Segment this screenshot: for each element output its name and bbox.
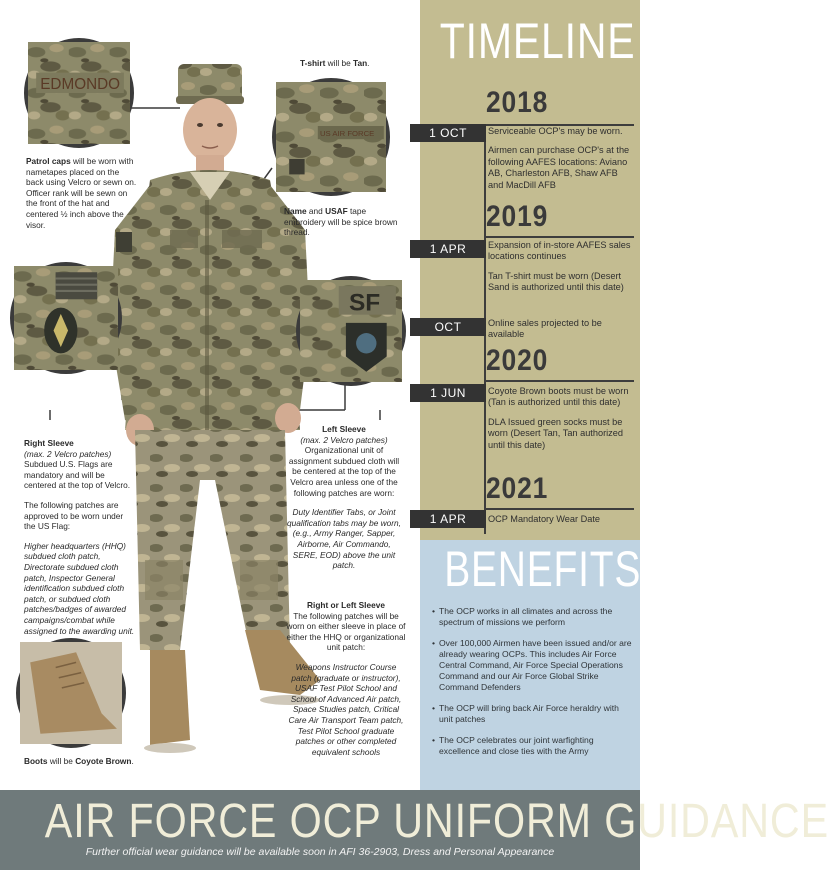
benefit-item: • The OCP will bring back Air Force heraldry with unit patches — [432, 703, 632, 725]
either-sleeve-p1: The following patches will be worn on either sleeve in place of either the HHQ or organizational unit patch: — [286, 610, 406, 653]
left-sleeve-p2: Duty Identifier Tabs, or Joint qualification tabs may be worn, (e.g., Army Ranger, Sapper, Airborne, Air Commando, SERE, EOD) above the unit patch. — [287, 507, 401, 571]
timeline-divider — [484, 236, 634, 238]
benefits-panel — [420, 540, 640, 790]
timeline-entry-text: OCP Mandatory Wear Date — [488, 514, 600, 524]
left-sleeve-title: Left Sleeve — [322, 424, 366, 434]
uniform-illustration-area — [0, 0, 420, 790]
page-title: AIR FORCE OCP UNIFORM GUIDANCE — [44, 795, 829, 848]
timeline-entry — [488, 386, 634, 459]
benefit-item: • Over 100,000 Airmen have been issued and/or are already wearing OCPs. This includes Air Force Central Command, Air Force Special Operations Command and our Air Force Global Strike Command Defenders — [432, 638, 632, 693]
patrol-caps-text: will be worn with nametapes placed on the back using Velcro or sewn on. Officer rank will be sewn on the front of the hat and centered ½ inch above the visor. — [26, 156, 137, 230]
sf-tab-text: SF — [348, 289, 381, 317]
left-sleeve-note — [284, 424, 404, 580]
usaf-tape-text: US AIR FORCE — [320, 128, 375, 138]
left-sleeve-callout — [296, 276, 406, 386]
timeline-year-2021: 2021 — [486, 472, 549, 505]
tshirt-value: Tan — [353, 58, 368, 68]
benefits-title: BENEFITS — [444, 541, 642, 597]
boots-callout — [16, 638, 126, 748]
either-sleeve-title: Right or Left Sleeve — [307, 600, 385, 610]
usaf-label: USAF — [325, 206, 348, 216]
either-sleeve-note — [286, 600, 406, 766]
benefits-list — [432, 606, 632, 767]
boots-suffix: . — [131, 756, 134, 766]
right-sleeve-title: Right Sleeve — [24, 438, 74, 448]
benefit-item: • The OCP works in all climates and across the spectrum of missions we perform — [432, 606, 632, 628]
name-label: Name — [284, 206, 307, 216]
patrol-cap-callout — [24, 38, 134, 148]
timeline-year-2018: 2018 — [486, 86, 549, 119]
boots-label: Boots — [24, 756, 48, 766]
name-mid: and — [306, 206, 326, 216]
right-sleeve-subtitle: (max. 2 Velcro patches) — [24, 448, 112, 459]
tshirt-suffix: . — [367, 58, 370, 68]
tshirt-label: T-shirt — [300, 58, 326, 68]
timeline-entry-text: Airmen can purchase OCP's at the following AAFES locations: Aviano AB, Charleston AFB, Shaw AFB and MacDill AFB — [488, 145, 630, 190]
timeline-divider — [484, 380, 634, 382]
footer-subtitle: Further official wear guidance will be available soon in AFI 36-2903, Dress and Personal Appearance — [85, 846, 555, 858]
timeline-entry-text: Online sales projected to be available — [488, 318, 602, 340]
timeline-date-badge: 1 APR — [410, 240, 486, 258]
tshirt-note — [300, 58, 410, 69]
left-sleeve-subtitle: (max. 2 Velcro patches) — [300, 434, 388, 445]
boots-value: Coyote Brown — [75, 756, 132, 766]
timeline-date-badge: 1 JUN — [410, 384, 486, 402]
timeline-entry — [488, 514, 634, 533]
timeline-entry-text: DLA Issued green socks must be worn (Desert Tan, Tan authorized until this date) — [488, 416, 623, 450]
tshirt-mid: will be — [325, 58, 354, 68]
timeline-entry-text: Serviceable OCP's may be worn. — [488, 126, 623, 136]
timeline-year-2019: 2019 — [486, 200, 549, 233]
name-tape-callout — [272, 78, 390, 196]
patrol-caps-label: Patrol caps — [26, 156, 71, 166]
right-sleeve-p2: The following patches are approved to be worn under the US Flag: — [24, 499, 124, 532]
timeline-year-2020: 2020 — [486, 344, 549, 377]
timeline-title: TIMELINE — [439, 13, 636, 69]
timeline-entry-text: Tan T-shirt must be worn (Desert Sand is authorized until this date) — [488, 270, 624, 293]
nametape-text: EDMONDO — [40, 75, 121, 93]
right-sleeve-callout — [10, 262, 122, 374]
left-sleeve-p1: Organizational unit of assignment subdued cloth will be centered at the top of the Velcro area unless one of the following patches are worn: — [288, 445, 400, 498]
benefit-item: • The OCP celebrates our joint warfighting excellence and close ties with the Army — [432, 735, 632, 757]
name-tape-text: tape embroidery will be spice brown thread. — [284, 206, 398, 238]
patrol-caps-note — [26, 156, 138, 230]
timeline-date-badge: 1 OCT — [410, 124, 486, 142]
either-sleeve-p2: Weapons Instructor Course patch (graduate or instructor), USAF Test Pilot School and School of Advanced Air patch, Space Studies patch, Critical Care Air Transport Team patch, Test Pilot School graduate patches or other completed equivalent schools — [288, 661, 404, 757]
right-sleeve-p3: Higher headquarters (HHQ) subdued cloth patch, Directorate subdued cloth patch, Inspector General identification subdued cloth patch, or subdued cloth patches/badges of awarded campaigns/combat while assigned to the awarding unit. — [24, 540, 135, 636]
boots-mid: will be — [47, 756, 76, 766]
right-sleeve-note — [24, 438, 136, 645]
timeline-entry — [488, 126, 634, 199]
footer-banner — [0, 790, 829, 870]
right-sleeve-p1: Subdued U.S. Flags are mandatory and will be centered at the top of Velcro. — [24, 459, 131, 491]
name-tape-note — [284, 206, 402, 238]
timeline-date-badge: 1 APR — [410, 510, 486, 528]
boots-note — [24, 756, 164, 767]
timeline-entry — [488, 318, 634, 349]
timeline-date-badge: OCT — [410, 318, 486, 336]
timeline-entry-text: Expansion of in-store AAFES sales locations continues — [488, 240, 631, 262]
timeline-entry — [488, 240, 634, 302]
timeline-divider — [484, 508, 634, 510]
timeline-entry-text: Coyote Brown boots must be worn (Tan is authorized until this date) — [488, 386, 629, 408]
